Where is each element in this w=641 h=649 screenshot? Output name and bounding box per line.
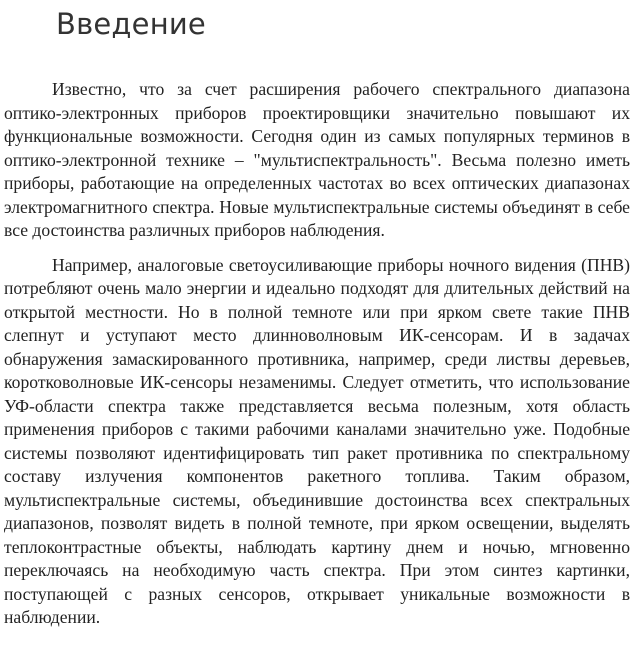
page-title: Введение [56, 7, 206, 41]
article-body [4, 78, 630, 641]
paragraph-intro: Известно, что за счет расширения рабочего спектрального диапазона оптико-электронных приборов проектировщики значительно повышают их функциональные возможности. Сегодня один из самых популярных терминов в оптико-электронной технике – "мультиспектральность". Весьма полезно иметь приборы, работающие на определенных частотах во всех оптических диапазонах электромагнитного спектра. Новые мультиспектральные системы объединят в себе все достоинства различных приборов наблюдения. [4, 79, 630, 240]
paragraph-example: Например, аналоговые светоусиливающие приборы ночного видения (ПНВ) потребляют очень мало энергии и идеально подходят для длительных действий на открытой местности. Но в полной темноте или при ярком свете такие ПНВ слепнут и уступают место длинноволновым ИК-сенсорам. И в задачах обнаружения замаскированного противника, например, среди листвы деревьев, коротковолновые ИК-сенсоры незаменимы. Следует отметить, что использование УФ-области спектра также представляется весьма полезным, хотя область применения приборов с такими рабочими каналами значительно уже. Подобные системы позволяют идентифицировать тип ракет противника по спектральному составу излучения компонентов ракетного топлива. Таким образом, мультиспектральные системы, объединившие достоинства всех спектральных диапазонов, позволят видеть в полной темноте, при ярком освещении, выделять теплоконтрастные объекты, наблюдать картину днем и ночью, мгновенно переключаясь на необходимую часть спектра. При этом синтез картинки, поступающей с разных сенсоров, открывает уникальные возможности в наблюдении. [4, 254, 630, 627]
